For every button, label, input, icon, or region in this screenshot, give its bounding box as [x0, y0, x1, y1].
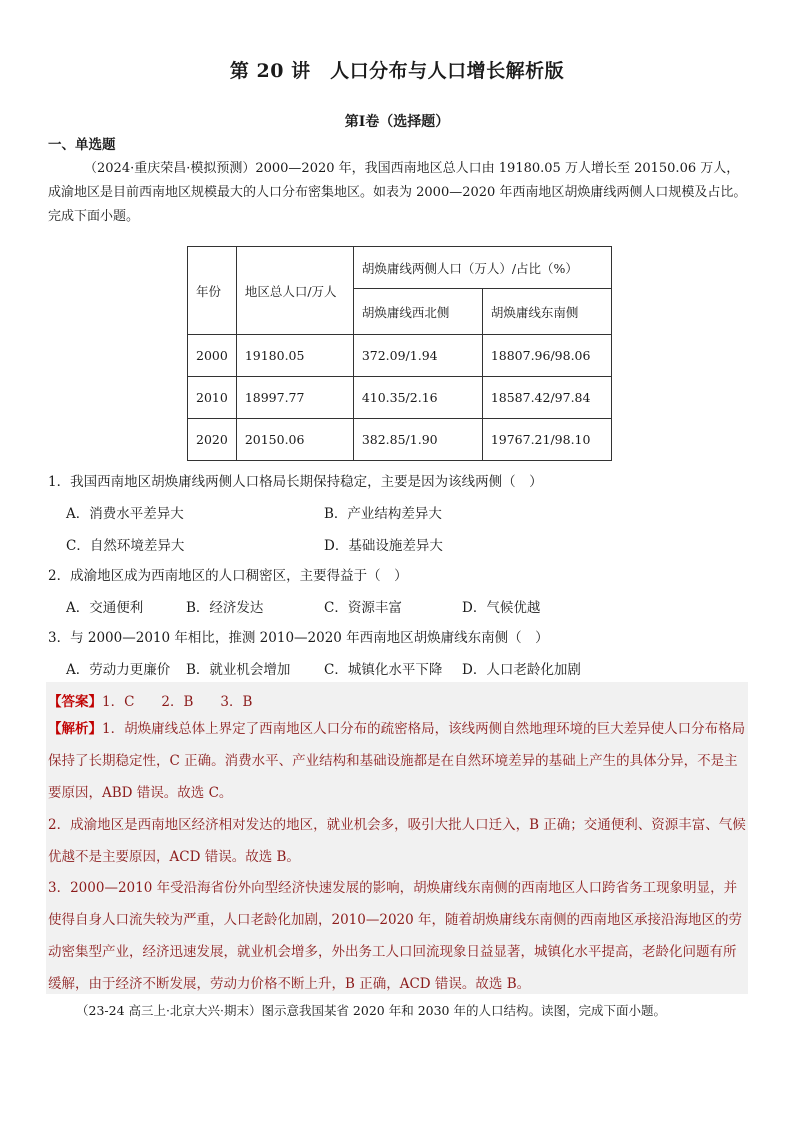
- table-cell-nw: 410.35/2.16: [353, 377, 482, 419]
- analysis-paragraph-1: [48, 713, 748, 809]
- question-3-option-a[interactable]: A．劳动力更廉价: [66, 662, 171, 678]
- table-cell-total: 18997.77: [236, 377, 353, 419]
- question-1-option-c[interactable]: C．自然环境差异大: [66, 538, 185, 554]
- analysis-paragraph-3: [48, 872, 748, 1000]
- question-intro: （2024·重庆荣昌·模拟预测）2000—2020 年，我国西南地区总人口由 19180.05 万人增长至 20150.06 万人，成渝地区是目前西南地区规模最大的人口分布密集地区。如表为 2000—2020 年西南地区胡焕庸线两侧人口规模及占比。完成下面小题。: [48, 161, 747, 224]
- population-table: [187, 246, 612, 461]
- table-cell-total: 20150.06: [236, 419, 353, 461]
- analysis-text-1: 1．胡焕庸线总体上界定了西南地区人口分布的疏密格局，该线两侧自然地理环境的巨大差异使人口分布格局保持了长期稳定性，C 正确。消费水平、产业结构和基础设施都是在自然环境差异的基础上产生的具体分异，不是主要原因，ABD 错误。故选 C。: [48, 721, 746, 801]
- table-header-group: 胡焕庸线两侧人口（万人）/占比（%）: [353, 247, 611, 289]
- question-1-option-a[interactable]: A．消费水平差异大: [66, 506, 184, 522]
- question-2-option-a[interactable]: A．交通便利: [66, 600, 144, 616]
- answer-line: [48, 690, 252, 710]
- table-row: [188, 419, 612, 461]
- table-cell-nw: 372.09/1.94: [353, 335, 482, 377]
- table-header-row: [188, 247, 612, 289]
- table-header-total: 地区总人口/万人: [236, 247, 353, 335]
- table-header-se: 胡焕庸线东南侧: [482, 289, 611, 335]
- question-2-option-c[interactable]: C．资源丰富: [324, 600, 402, 616]
- table-cell-nw: 382.85/1.90: [353, 419, 482, 461]
- section-title: 第Ⅰ卷（选择题）: [344, 114, 450, 130]
- table-cell-year: 2020: [188, 419, 237, 461]
- question-2-option-b[interactable]: B．经济发达: [186, 600, 264, 616]
- table-header-nw: 胡焕庸线西北侧: [353, 289, 482, 335]
- question-1-stem: 1．我国西南地区胡焕庸线两侧人口格局长期保持稳定，主要是因为该线两侧（ ）: [48, 474, 543, 490]
- answer-text: 1．C 2．B 3．B: [102, 694, 253, 710]
- table-cell-se: 18587.42/97.84: [482, 377, 611, 419]
- next-question-intro: （23-24 高三上·北京大兴·期末）图示意我国某省 2020 年和 2030 年的人口结构。读图，完成下面小题。: [76, 1003, 666, 1018]
- table-row: [188, 377, 612, 419]
- question-3-option-b[interactable]: B．就业机会增加: [186, 662, 291, 678]
- analysis-text-2: 2．成渝地区是西南地区经济相对发达的地区，就业机会多，吸引大批人口迁入，B 正确；交通便利、资源丰富、气候优越不是主要原因，ACD 错误。故选 B。: [48, 817, 746, 865]
- question-1-option-b[interactable]: B．产业结构差异大: [324, 506, 442, 522]
- sub-title: 一、单选题: [48, 137, 116, 153]
- table-cell-total: 19180.05: [236, 335, 353, 377]
- page-title: 第 20 讲 人口分布与人口增长解析版: [229, 60, 565, 82]
- analysis-text-3: 3．2000—2010 年受沿海省份外向型经济快速发展的影响，胡焕庸线东南侧的西南地区人口跨省务工现象明显，并使得自身人口流失较为严重，人口老龄化加剧，2010—2020 年，随着胡焕庸线东南侧的西南地区承接沿海地区的劳动密集型产业，经济迅速发展，就业机会增多，外出务工人口回流现象日益显著，城镇化水平提高，老龄化问题有所缓解，由于经济不断发展，劳动力价格不断上升，B 正确，ACD 错误。故选 B。: [48, 880, 743, 992]
- table-cell-se: 19767.21/98.10: [482, 419, 611, 461]
- analysis-paragraph-2: [48, 809, 748, 873]
- question-2-option-d[interactable]: D．气候优越: [462, 600, 541, 616]
- answer-label: 【答案】: [48, 694, 102, 710]
- question-3-stem: 3．与 2000—2010 年相比，推测 2010—2020 年西南地区胡焕庸线东南侧（ ）: [48, 630, 549, 646]
- analysis-label: 【解析】: [48, 721, 102, 737]
- question-3-option-d[interactable]: D．人口老龄化加剧: [462, 662, 581, 678]
- question-1-option-d[interactable]: D．基础设施差异大: [324, 538, 443, 554]
- table-header-year: 年份: [188, 247, 237, 335]
- table-cell-year: 2000: [188, 335, 237, 377]
- table-cell-year: 2010: [188, 377, 237, 419]
- question-3-option-c[interactable]: C．城镇化水平下降: [324, 662, 443, 678]
- table-row: [188, 335, 612, 377]
- table-cell-se: 18807.96/98.06: [482, 335, 611, 377]
- question-2-stem: 2．成渝地区成为西南地区的人口稠密区，主要得益于（ ）: [48, 568, 408, 584]
